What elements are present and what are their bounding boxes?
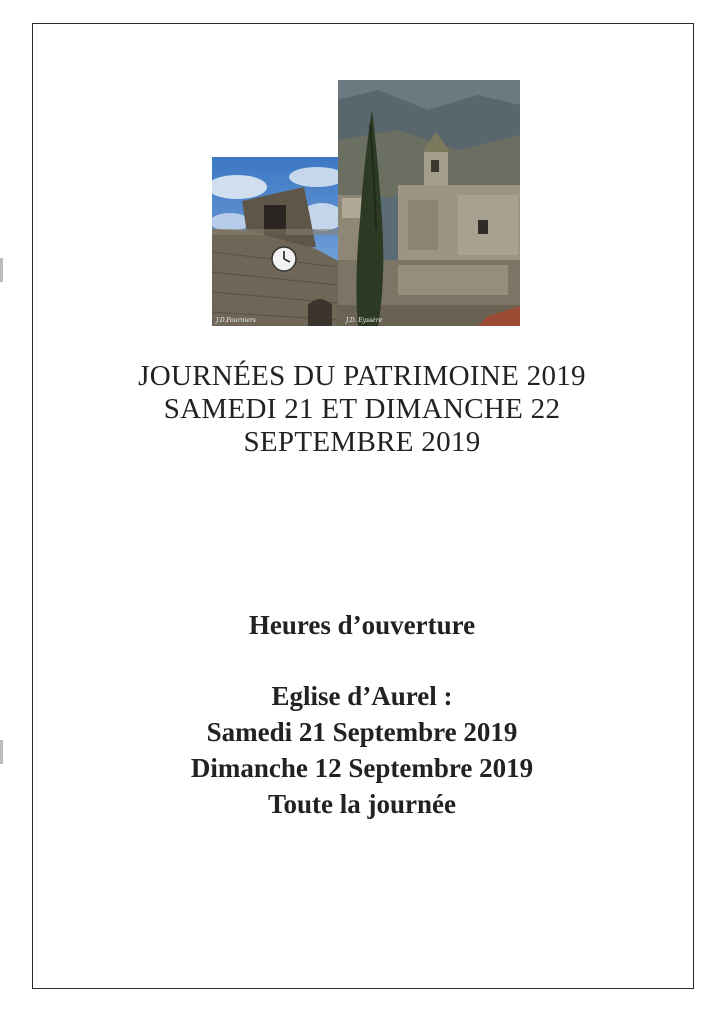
scan-edge-mark-top [0, 258, 3, 282]
date-sunday: Dimanche 12 Septembre 2019 [190, 753, 534, 783]
title-line-3: SEPTEMBRE 2019 [243, 426, 481, 458]
opening-hours-heading: Heures d’ouverture [248, 610, 476, 640]
duration-text: Toute la journée [268, 789, 456, 819]
title-line-1: JOURNÉES DU PATRIMOINE 2019 [138, 360, 586, 392]
clock-tower-photo [212, 157, 338, 326]
venue-name: Eglise d’Aurel : [271, 681, 453, 711]
event-title [40, 360, 684, 459]
scan-edge-mark-bottom [0, 740, 3, 764]
opening-details [40, 678, 684, 822]
photo-credit-left: J.D.Fourniers [216, 317, 256, 324]
date-saturday: Samedi 21 Septembre 2019 [206, 717, 518, 747]
title-line-2: SAMEDI 21 ET DIMANCHE 22 [163, 393, 561, 425]
village-church-photo [338, 80, 520, 326]
photo-credit-right: J.D. Eyssère [346, 317, 383, 324]
